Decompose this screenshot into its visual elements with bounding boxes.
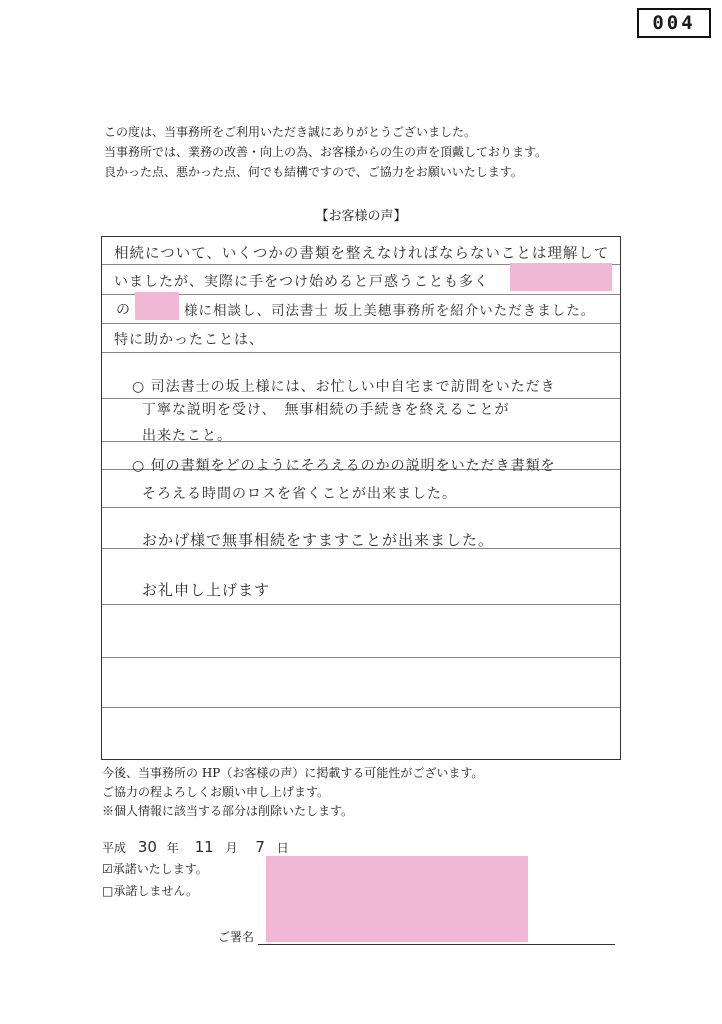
ruled-line bbox=[102, 707, 620, 708]
consent-disagree-option[interactable]: □承諾しません。 bbox=[102, 884, 199, 898]
intro-line: 当事務所では、業務の改善・向上の為、お客様からの生の声を頂戴しております。 bbox=[104, 145, 548, 159]
section-title: 【お客様の声】 bbox=[315, 209, 407, 224]
handwritten-line-5: ○ 司法書士の坂上様には、お忙しい中自宅まで訪問をいただき bbox=[132, 379, 556, 395]
handwritten-line-1: 相続について、いくつかの書類を整えなければならないことは理解して bbox=[114, 246, 610, 262]
date-day-unit: 日 bbox=[276, 841, 289, 855]
handwritten-line-11: お礼申し上げます bbox=[142, 581, 271, 599]
ruled-line bbox=[102, 323, 620, 324]
ruled-line bbox=[102, 604, 620, 605]
publication-notice bbox=[102, 764, 483, 821]
handwritten-line-3-pre: の bbox=[116, 302, 131, 318]
notice-line: 今後、当事務所の HP（お客様の声）に掲載する可能性がございます。 bbox=[102, 766, 484, 780]
date-year-unit: 年 bbox=[166, 841, 179, 855]
date-month-unit: 月 bbox=[225, 841, 238, 855]
redaction-box bbox=[135, 292, 179, 320]
customer-voice-box bbox=[101, 236, 621, 760]
intro-line: 良かった点、悪かった点、何でも結構ですので、ご協力をお願いいたします。 bbox=[104, 165, 523, 179]
intro-line: この度は、当事務所をご利用いただき誠にありがとうございました。 bbox=[104, 125, 477, 139]
signature-line bbox=[258, 944, 615, 945]
signature-redaction bbox=[266, 856, 528, 942]
redaction-box bbox=[510, 263, 612, 291]
page-number: 004 bbox=[637, 8, 711, 38]
date-day: 7 bbox=[255, 838, 265, 856]
handwritten-line-10: おかげ様で無事相続をすますことが出来ました。 bbox=[142, 531, 495, 549]
handwritten-line-6: 丁寧な説明を受け、 無事相続の手続きを終えることが bbox=[142, 402, 510, 418]
handwritten-line-9: そろえる時間のロスを省くことが出来ました。 bbox=[142, 486, 457, 502]
notice-line: ご協力の程よろしくお願い申し上げます。 bbox=[102, 785, 330, 799]
notice-line: ※個人情報に該当する部分は削除いたします。 bbox=[102, 804, 354, 818]
date-month: 11 bbox=[194, 838, 214, 856]
date-row bbox=[102, 838, 289, 856]
handwritten-line-4: 特に助かったことは、 bbox=[114, 332, 264, 348]
handwritten-line-3-post: 様に相談し、司法書士 坂上美穂事務所を紹介いただきました。 bbox=[184, 303, 596, 319]
intro-text bbox=[104, 122, 547, 182]
handwritten-line-7: 出来たこと。 bbox=[142, 428, 232, 444]
ruled-line bbox=[102, 657, 620, 658]
ruled-line bbox=[102, 352, 620, 353]
handwritten-line-2: いましたが、実際に手をつけ始めると戸惑うことも多く bbox=[114, 274, 489, 290]
handwritten-line-8: ○ 何の書類をどのようにそろえるのかの説明をいただき書類を bbox=[132, 458, 556, 474]
date-year: 30 bbox=[137, 838, 157, 856]
signature-label: ご署名 bbox=[218, 930, 255, 944]
date-era: 平成 bbox=[102, 841, 127, 855]
ruled-line bbox=[102, 507, 620, 508]
consent-agree-option[interactable]: ☑承諾いたします。 bbox=[102, 862, 208, 876]
ruled-line bbox=[102, 294, 620, 295]
